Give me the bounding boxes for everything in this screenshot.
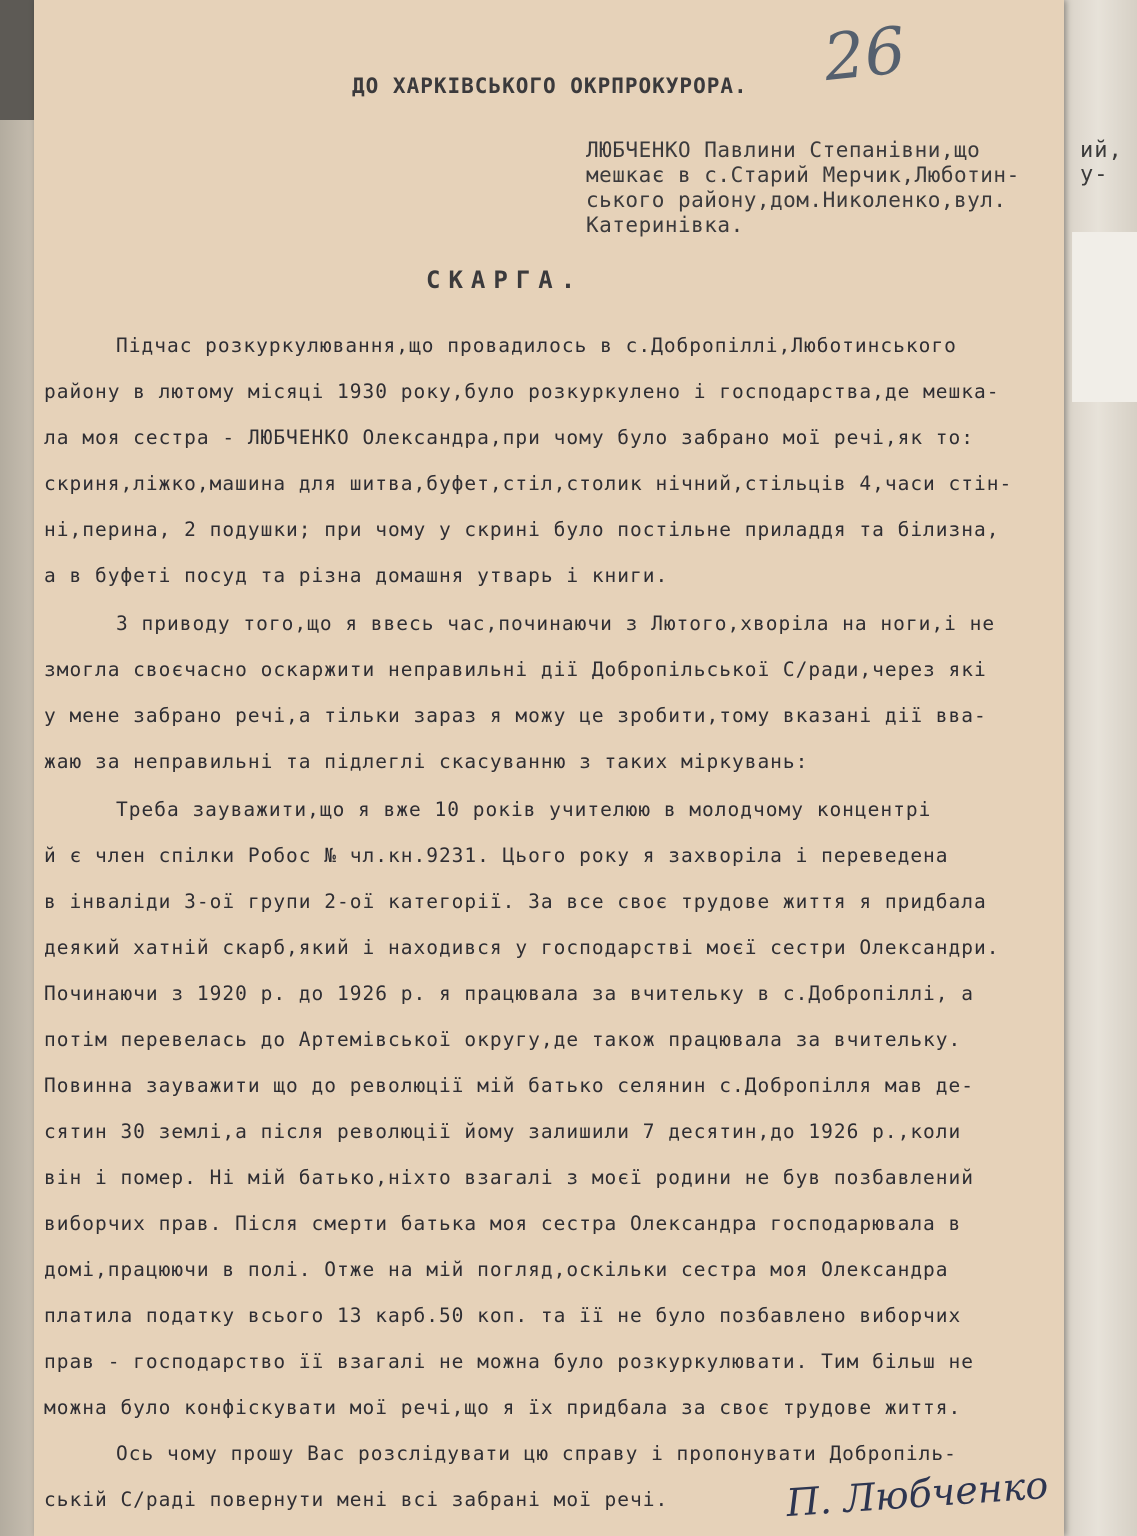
body-line: деякий хатній скарб,який і находився у господарстві моєї сестри Олександри. [44,936,1000,959]
inserted-white-slip [1072,232,1137,402]
body-line: й є член спілки Робос № чл.кн.9231. Цього року я захворіла і переведена [44,844,949,867]
body-line: виборчих прав. Після смерти батька моя сестра Олександра господарювала в [44,1212,962,1235]
body-line: а в буфеті посуд та різна домашня утварь і книги. [44,564,669,587]
sender-line: мешкає в с.Старий Мерчик,Люботин- [586,163,1020,187]
body-line: Треба зауважити,що я вже 10 років учителюю в молодчому концентрі [116,798,932,821]
body-line: Починаючи з 1920 р. до 1926 р. я працювала за вчительку в с.Добропіллі, а [44,982,975,1005]
margin-fragment: у- [1080,162,1109,187]
body-line: ській С/раді повернути мені всі забрані мої речі. [44,1488,669,1511]
sender-line: ського району,дом.Николенко,вул. [586,188,1007,212]
body-line: Повинна зауважити що до революції мій батько селянин с.Добропілля мав де- [44,1074,975,1097]
body-line: скриня,ліжко,машина для шитва,буфет,стіл,столик нічний,стільців 4,часи стін- [44,472,1013,495]
body-line: району в лютому місяці 1930 року,було розкуркулено і господарства,де мешка- [44,380,1000,403]
sender-line: ЛЮБЧЕНКО Павлини Степанівни,що [586,138,981,162]
body-line: потім перевелась до Артемівської округу,де також працювала за вчительку. [44,1028,962,1051]
document-title: СКАРГА. [426,266,584,294]
handwritten-signature: П. Любченко [784,1462,1050,1526]
body-line: він і помер. Ні мій батько,ніхто взагалі з моєї родини не був позбавлений [44,1166,975,1189]
body-line: Ось чому прошу Вас розслідувати цю справу і пропонувати Добропіль- [116,1442,957,1465]
folio-number: 26 [820,13,910,97]
body-line: змогла своєчасно оскаржити неправильні дії Добропільської С/ради,через які [44,658,987,681]
addressee-heading: ДО ХАРКІВСЬКОГО ОКРПРОКУРОРА. [352,74,748,98]
body-line: платила податку всього 13 карб.50 коп. та її не було позбавлено виборчих [44,1304,962,1327]
body-line: у мене забрано речі,а тільки зараз я можу це зробити,тому вказані дії вва- [44,704,987,727]
body-line: ні,перина, 2 подушки; при чому у скрині було постільне приладдя та білизна, [44,518,1000,541]
body-line: сятин 30 землі,а після революції йому залишили 7 десятин,до 1926 р.,коли [44,1120,962,1143]
body-line: Підчас розкуркулювання,що провадилось в с.Добропіллі,Люботинського [116,334,957,357]
body-line: З приводу того,що я ввесь час,починаючи з Лютого,хворіла на ноги,і не [116,612,996,635]
body-line: жаю за неправильні та підлеглі скасуванню з таких міркувань: [44,750,809,773]
body-line: в інваліди 3-ої групи 2-ої категорії. За все своє трудове життя я придбала [44,890,987,913]
document-page [34,0,1064,1536]
body-line: ла моя сестра - ЛЮБЧЕНКО Олександра,при чому було забрано мої речі,як то: [44,426,975,449]
body-line: можна було конфіскувати мої речі,що я їх придбала за своє трудове життя. [44,1396,962,1419]
margin-fragment: ий, [1080,138,1123,163]
body-line: прав - господарство її взагалі не можна було розкуркулювати. Тим більш не [44,1350,975,1373]
sender-block [586,138,1056,238]
body-line: домі,працюючи в полі. Отже на мій погляд,оскільки сестра моя Олександра [44,1258,949,1281]
sender-line: Катеринівка. [586,213,744,237]
